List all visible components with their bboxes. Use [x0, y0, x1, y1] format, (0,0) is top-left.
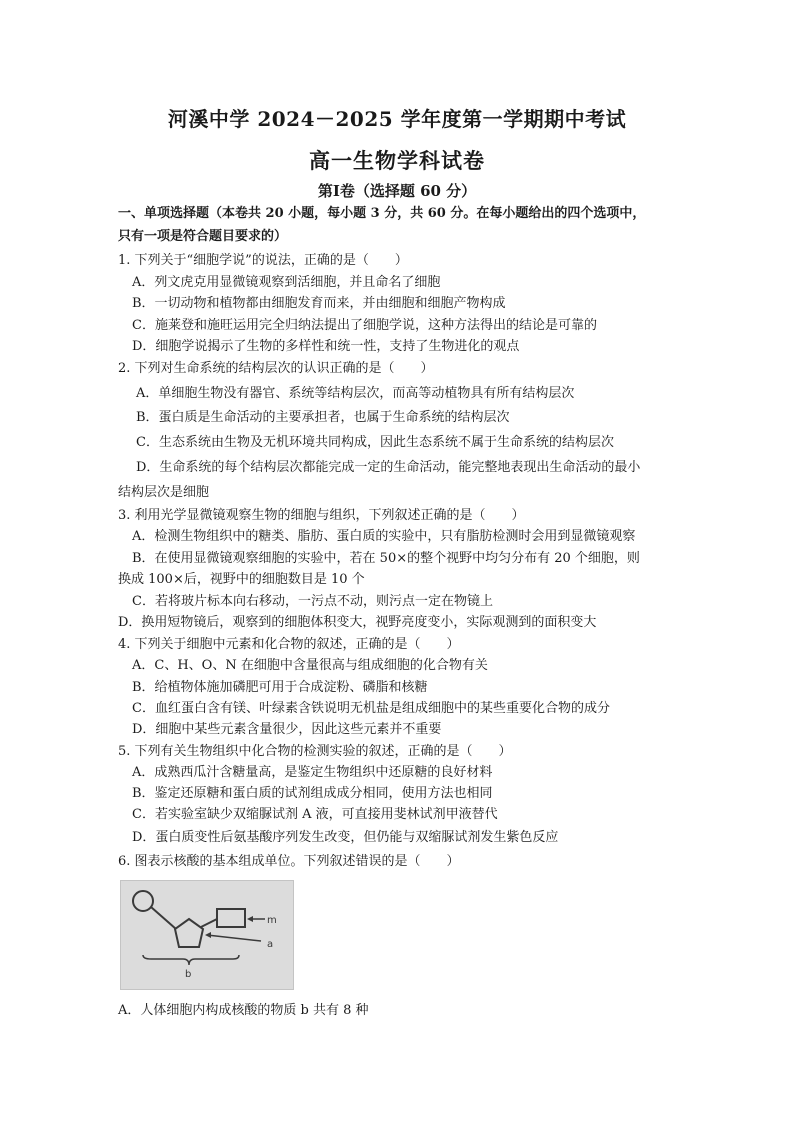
- question-5-option-b: B．鉴定还原糖和蛋白质的试剂组成成分相同，使用方法也相同: [132, 786, 493, 801]
- question-1-option-b: B．一切动物和植物都由细胞发育而来，并由细胞和细胞产物构成: [132, 296, 506, 311]
- instructions-line-1: 一、单项选择题（本卷共 20 小题，每小题 3 分，共 60 分。在每小题给出的四个选项中，: [118, 206, 646, 221]
- exam-subtitle: 高一生物学科试卷: [309, 148, 485, 173]
- label-b: b: [185, 969, 192, 980]
- question-5-option-d: D．蛋白质变性后氨基酸序列发生改变，但仍能与双缩脲试剂发生紫色反应: [132, 830, 559, 845]
- question-3-stem: 3. 利用光学显微镜观察生物的细胞与组织，下列叙述正确的是（ ）: [118, 508, 525, 523]
- question-5-option-a: A．成熟西瓜汁含糖量高，是鉴定生物组织中还原糖的良好材料: [132, 765, 493, 780]
- arrow-a-head: [205, 932, 211, 938]
- question-3-option-b: B．在使用显微镜观察细胞的实验中，若在 50×的整个视野中均匀分布有 20 个细胞，则: [132, 551, 640, 566]
- question-5-option-c: C．若实验室缺少双缩脲试剂 A 液，可直接用斐林试剂甲液替代: [132, 807, 498, 822]
- question-3-option-a: A．检测生物组织中的糖类、脂肪、蛋白质的实验中，只有脂肪检测时会用到显微镜观察: [132, 529, 636, 544]
- label-m: m: [267, 915, 277, 926]
- arrow-m-head: [247, 916, 253, 922]
- phosphate-circle: [133, 891, 153, 911]
- question-4-option-c: C．血红蛋白含有镁、叶绿素含铁说明无机盐是组成细胞中的某些重要化合物的成分: [132, 701, 610, 716]
- question-3-option-c: C．若将玻片标本向右移动，一污点不动，则污点一定在物镜上: [132, 594, 493, 609]
- question-4-option-a: A．C、H、O、N 在细胞中含量很高与组成细胞的化合物有关: [132, 658, 488, 673]
- arrow-a-line: [207, 935, 261, 941]
- base-rectangle: [217, 909, 245, 927]
- question-2-option-b: B．蛋白质是生命活动的主要承担者，也属于生命系统的结构层次: [136, 410, 510, 425]
- question-4-option-b: B．给植物体施加磷肥可用于合成淀粉、磷脂和核糖: [132, 680, 428, 695]
- pentose-sugar-ring: [175, 919, 203, 947]
- question-1-option-c: C．施莱登和施旺运用完全归纳法提出了细胞学说，这种方法得出的结论是可靠的: [132, 318, 597, 333]
- question-2-option-d-cont: 结构层次是细胞: [118, 485, 210, 500]
- label-a: a: [267, 939, 274, 950]
- question-3-option-d: D．换用短物镜后，观察到的细胞体积变大，视野亮度变小，实际观测到的面积变大: [118, 615, 597, 630]
- question-1-stem: 1. 下列关于“细胞学说”的说法，正确的是（ ）: [118, 253, 408, 268]
- question-3-option-b-cont: 换成 100×后，视野中的细胞数目是 10 个: [118, 572, 365, 587]
- question-4-stem: 4. 下列关于细胞中元素和化合物的叙述，正确的是（ ）: [118, 637, 460, 652]
- nucleotide-diagram: [121, 881, 293, 989]
- question-1-option-a: A．列文虎克用显微镜观察到活细胞，并且命名了细胞: [132, 275, 441, 290]
- question-4-option-d: D．细胞中某些元素含量很少，因此这些元素并不重要: [132, 722, 442, 737]
- section-heading: 第Ⅰ卷（选择题 60 分）: [317, 182, 477, 200]
- exam-title: 河溪中学 2024－2025 学年度第一学期期中考试: [167, 107, 627, 131]
- sugar-base-bond: [201, 919, 217, 927]
- instructions-line-2: 只有一项是符合题目要求的）: [118, 229, 288, 244]
- question-6-stem: 6. 图表示核酸的基本组成单位。下列叙述错误的是（ ）: [118, 854, 460, 869]
- question-1-option-d: D．细胞学说揭示了生物的多样性和统一性，支持了生物进化的观点: [132, 339, 520, 354]
- question-2-stem: 2. 下列对生命系统的结构层次的认识正确的是（ ）: [118, 361, 434, 376]
- question-2-option-a: A．单细胞生物没有器官、系统等结构层次，而高等动植物具有所有结构层次: [136, 386, 575, 401]
- question-2-option-d: D．生命系统的每个结构层次都能完成一定的生命活动，能完整地表现出生命活动的最小: [136, 460, 641, 475]
- phosphate-sugar-bond: [151, 907, 176, 929]
- question-2-option-c: C．生态系统由生物及无机环境共同构成，因此生态系统不属于生命系统的结构层次: [136, 435, 614, 450]
- brace-b: [143, 955, 239, 965]
- question-6-option-a: A．人体细胞内构成核酸的物质 b 共有 8 种: [118, 1003, 369, 1018]
- question-5-stem: 5. 下列有关生物组织中化合物的检测实验的叙述，正确的是（ ）: [118, 744, 512, 759]
- nucleotide-figure: [120, 880, 294, 990]
